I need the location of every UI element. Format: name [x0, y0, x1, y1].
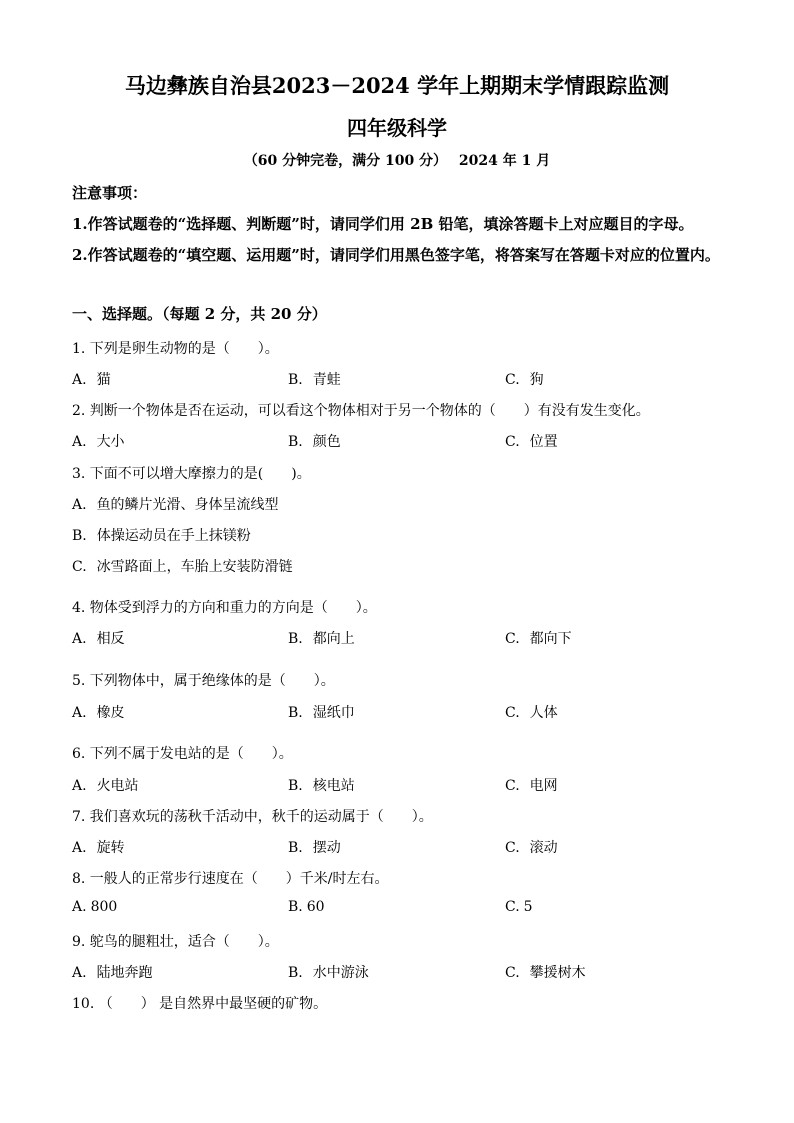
option-text: 青蛙 [312, 372, 341, 388]
option-letter: B. [288, 965, 303, 981]
option-c [505, 431, 558, 451]
option-text: 都向下 [529, 631, 572, 647]
option-a [72, 628, 125, 648]
option-letter: C. [505, 631, 520, 647]
option-a [72, 702, 125, 722]
option-text: 电网 [529, 778, 558, 794]
option-letter: B. [288, 840, 303, 856]
option-text: 橡皮 [96, 705, 125, 721]
option-text: 湿纸巾 [312, 705, 355, 721]
option-text: 都向上 [312, 631, 355, 647]
option-letter: B. [288, 899, 303, 915]
option-b [288, 702, 355, 722]
option-letter: A. [72, 631, 87, 647]
option-letter: A. [72, 778, 87, 794]
option-letter: A. [72, 965, 87, 981]
option-a [72, 962, 153, 982]
option-letter: B. [288, 372, 303, 388]
exam-info: （60 分钟完卷，满分 100 分） 2024 年 1 月 [243, 153, 551, 169]
notice-item-2: 2.作答试题卷的“填空题、运用题”时，请同学们用黑色签字笔，将答案写在答题卡对应的位置内。 [72, 246, 720, 264]
option-text: 猫 [96, 372, 111, 388]
option-b [288, 369, 341, 389]
option-a [72, 837, 125, 857]
option-text: 水中游泳 [312, 965, 369, 981]
notice-heading: 注意事项： [72, 184, 148, 202]
option-letter: A. [72, 372, 87, 388]
option-letter: A. [72, 497, 87, 513]
option-letter: C. [505, 899, 520, 915]
question-stem: 4. 物体受到浮力的方向和重力的方向是（ ）。 [72, 600, 377, 616]
option-text: 滚动 [529, 840, 558, 856]
question-stem: 9. 鸵鸟的腿粗壮，适合（ ）。 [72, 934, 279, 950]
question-stem: 2. 判断一个物体是否在运动，可以看这个物体相对于另一个物体的（ ）有没有发生变化。 [72, 403, 650, 419]
option-c [505, 369, 544, 389]
option-letter: A. [72, 899, 87, 915]
exam-title: 马边彝族自治县2023－2024 学年上期期末学情跟踪监测 [124, 73, 670, 98]
option-text: 人体 [529, 705, 558, 721]
question-stem: 5. 下列物体中，属于绝缘体的是（ ）。 [72, 673, 335, 689]
option-letter: C. [505, 965, 520, 981]
question-stem: 3. 下面不可以增大摩擦力的是( )。 [72, 466, 311, 482]
option-c [505, 628, 572, 648]
option-text: 旋转 [96, 840, 125, 856]
option-c [505, 702, 558, 722]
option-letter: B. [288, 631, 303, 647]
option-letter: B. [288, 434, 303, 450]
option-letter: C. [505, 778, 520, 794]
option-letter: C. [72, 559, 87, 575]
option-letter: C. [505, 434, 520, 450]
option-text: 陆地奔跑 [96, 965, 153, 981]
option-text: 火电站 [96, 778, 139, 794]
option-text: 摆动 [312, 840, 341, 856]
option-c [505, 837, 558, 857]
option-text: 大小 [96, 434, 125, 450]
question-stem: 10. （ ） 是自然界中最坚硬的矿物。 [72, 996, 328, 1012]
option-letter: B. [288, 778, 303, 794]
option-a [72, 899, 117, 915]
option-a [72, 775, 139, 795]
option-b [288, 962, 369, 982]
option-text: 800 [90, 899, 118, 915]
notice-item-1: 1.作答试题卷的“选择题、判断题”时，请同学们用 2B 铅笔，填涂答题卡上对应题目的字母。 [72, 215, 694, 233]
question-stem: 7. 我们喜欢玩的荡秋千活动中，秋千的运动属于（ ）。 [72, 809, 433, 825]
option-a [72, 494, 279, 514]
option-a [72, 431, 125, 451]
option-c [505, 775, 558, 795]
option-text: 位置 [529, 434, 558, 450]
option-text: 5 [523, 899, 533, 915]
option-text: 攀援树木 [529, 965, 586, 981]
option-b [288, 628, 355, 648]
option-letter: A. [72, 840, 87, 856]
option-text: 核电站 [312, 778, 355, 794]
option-b [288, 837, 341, 857]
option-text: 冰雪路面上，车胎上安装防滑链 [96, 559, 293, 575]
option-c [505, 962, 586, 982]
section-heading: 一、选择题。（每题 2 分，共 20 分） [72, 305, 327, 323]
option-text: 鱼的鳞片光滑、身体呈流线型 [96, 497, 279, 513]
option-b [288, 431, 341, 451]
option-letter: B. [72, 528, 87, 544]
option-letter: C. [505, 705, 520, 721]
option-text: 颜色 [312, 434, 341, 450]
option-text: 60 [306, 899, 325, 915]
option-letter: C. [505, 840, 520, 856]
option-b [288, 775, 355, 795]
option-letter: A. [72, 705, 87, 721]
option-b [288, 899, 325, 915]
option-text: 体操运动员在手上抹镁粉 [96, 528, 251, 544]
exam-subtitle: 四年级科学 [347, 116, 447, 140]
option-text: 相反 [96, 631, 125, 647]
option-text: 狗 [529, 372, 544, 388]
option-c [72, 556, 293, 576]
option-b [72, 525, 251, 545]
question-stem: 8. 一般人的正常步行速度在（ ）千米/时左右。 [72, 871, 389, 887]
option-letter: B. [288, 705, 303, 721]
option-c [505, 899, 533, 915]
option-letter: C. [505, 372, 520, 388]
option-letter: A. [72, 434, 87, 450]
question-stem: 1. 下列是卵生动物的是（ ）。 [72, 341, 279, 357]
question-stem: 6. 下列不属于发电站的是（ ）。 [72, 746, 293, 762]
option-a [72, 369, 111, 389]
